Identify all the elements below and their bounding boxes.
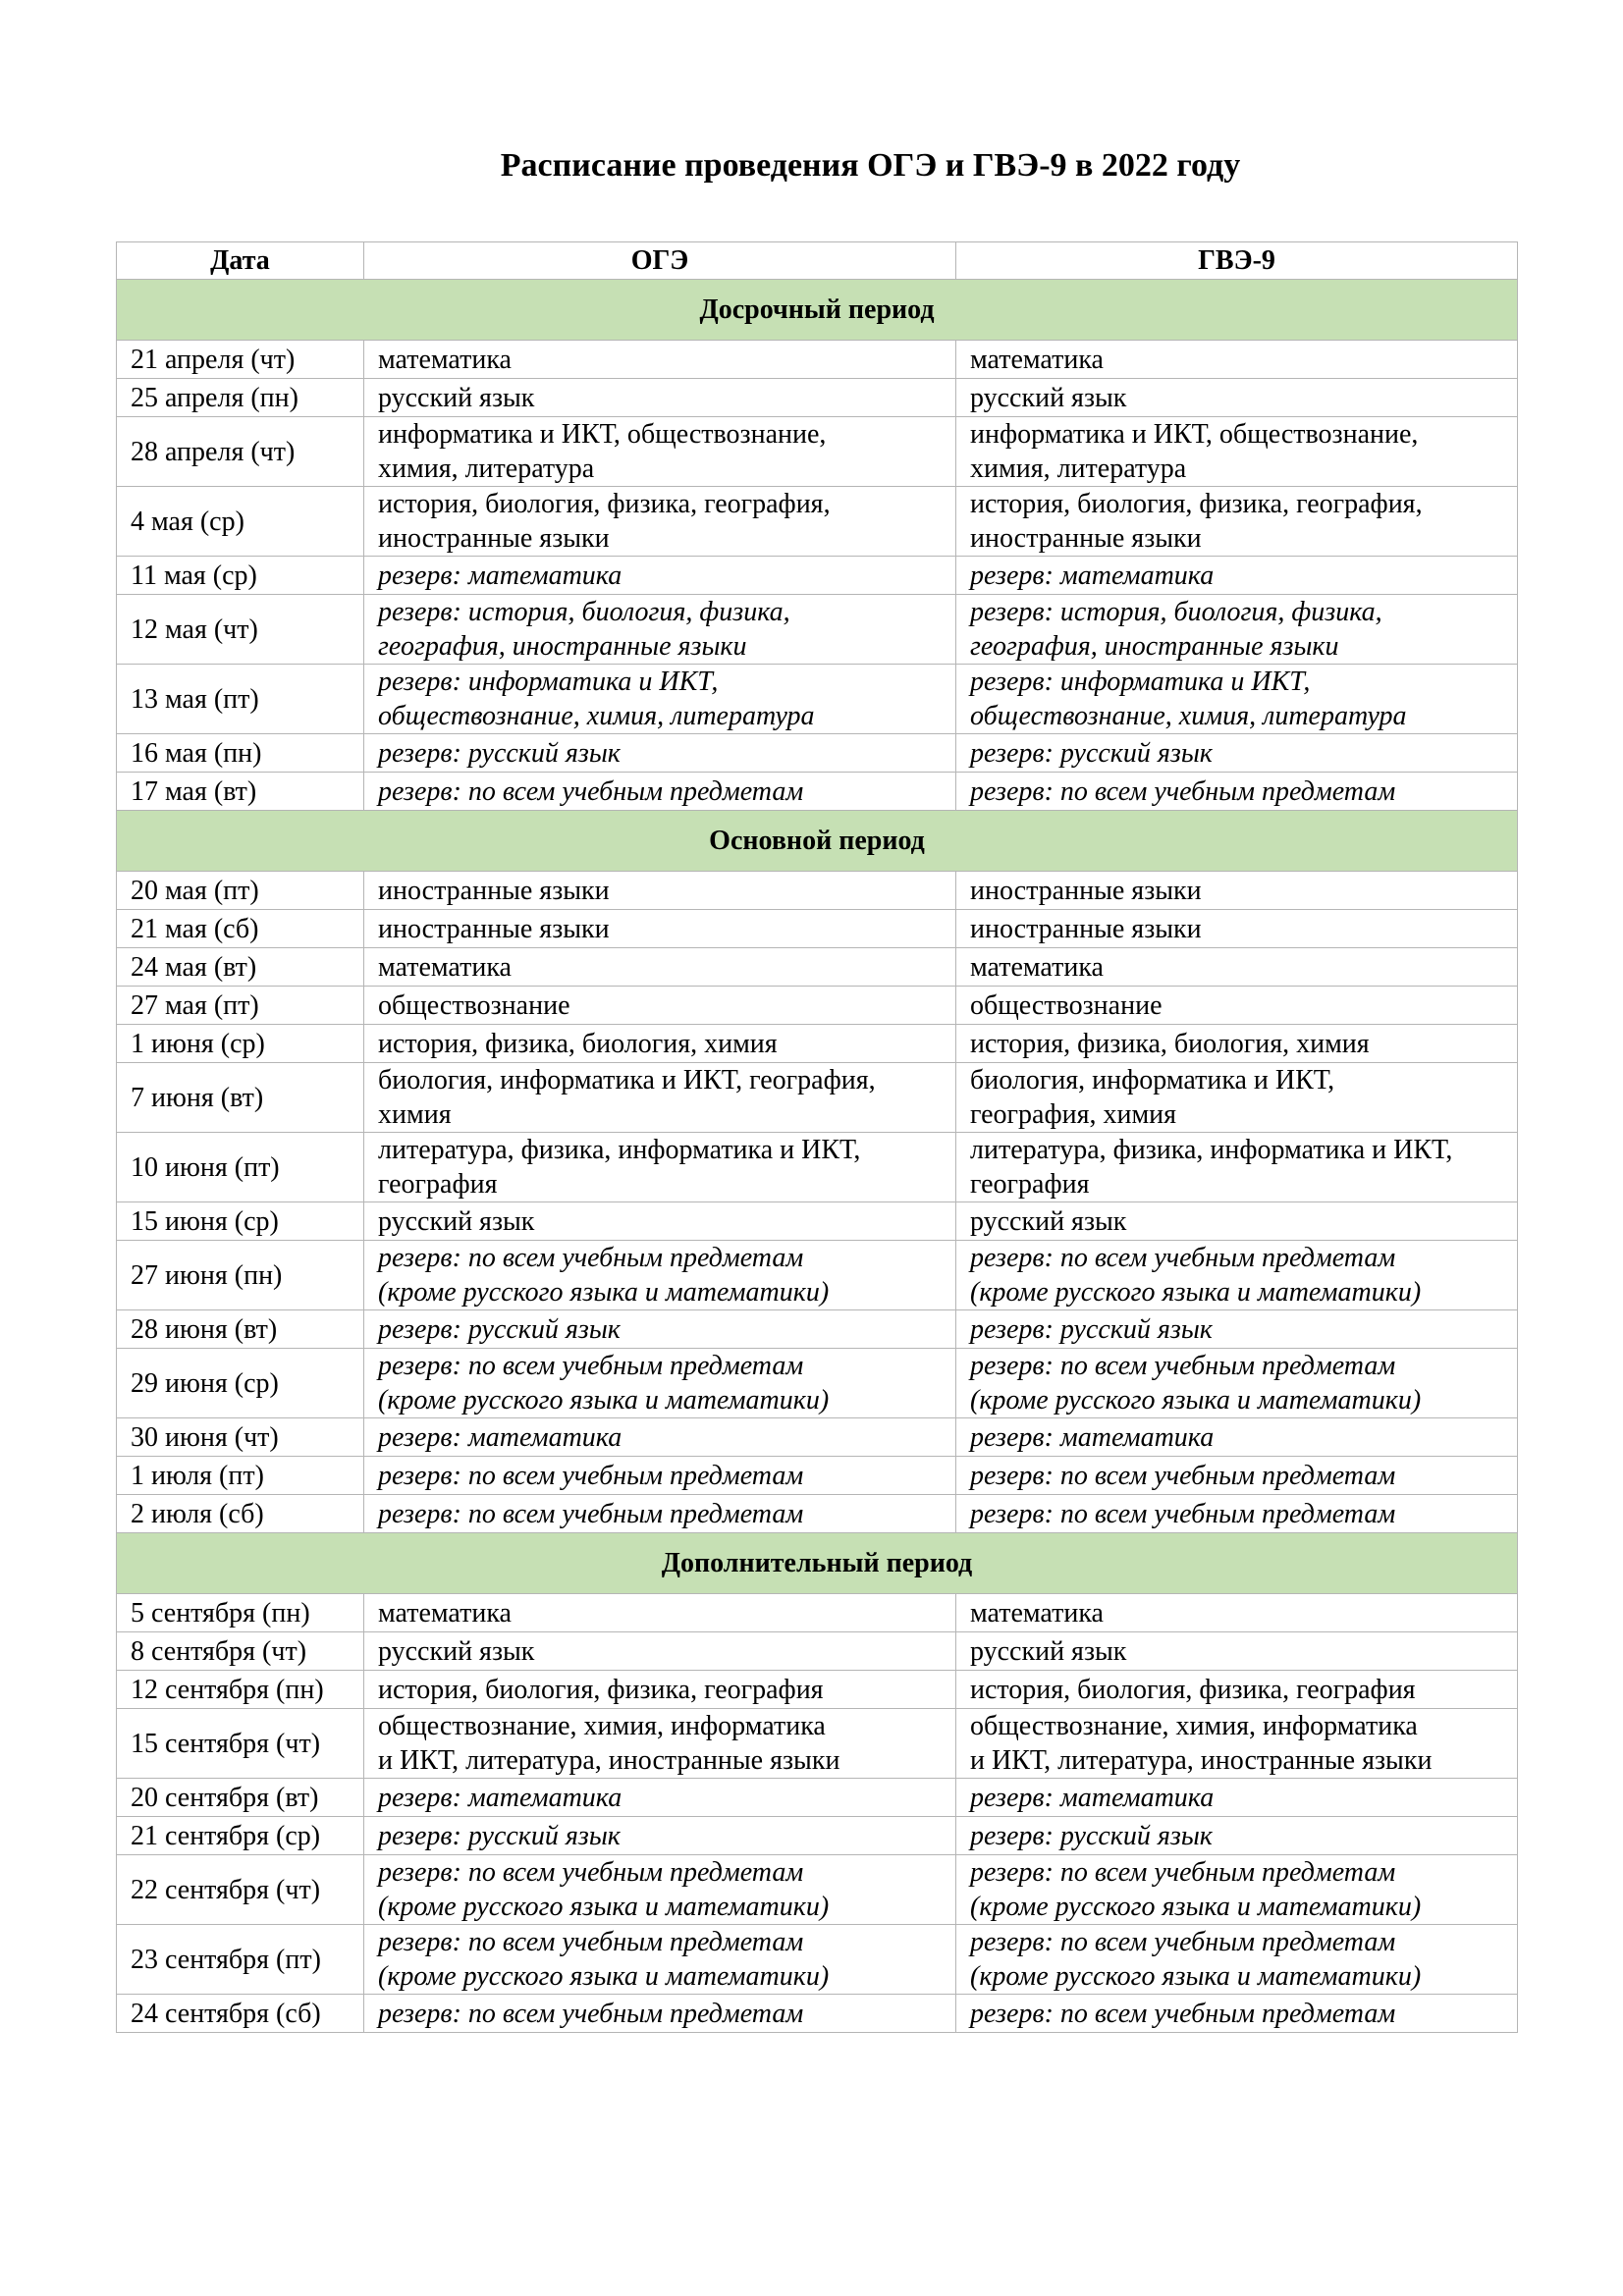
oge-subjects-line: резерв: по всем учебным предметам [378,1927,804,1957]
gve-subjects-line: иностранные языки [970,523,1202,554]
gve-subjects: резерв: по всем учебным предметам [956,1457,1518,1495]
gve-subjects [956,1241,1518,1310]
oge-subjects: резерв: русский язык [364,734,956,773]
gve-subjects: история, физика, биология, химия [956,1025,1518,1063]
gve-subjects: резерв: русский язык [956,1817,1518,1855]
table-row [117,341,1518,379]
oge-subjects: резерв: русский язык [364,1817,956,1855]
oge-subjects [364,1349,956,1418]
exam-date: 7 июня (вт) [117,1063,364,1133]
oge-subjects: резерв: по всем учебным предметам [364,773,956,811]
exam-date: 23 сентября (пт) [117,1925,364,1995]
oge-subjects-line: резерв: история, биология, физика, [378,597,790,627]
gve-subjects: резерв: по всем учебным предметам [956,773,1518,811]
oge-subjects: резерв: по всем учебным предметам [364,1495,956,1533]
oge-subjects [364,1925,956,1995]
gve-subjects-line: резерв: информатика и ИКТ, [970,667,1311,697]
exam-date: 11 мая (ср) [117,557,364,595]
gve-subjects-line: резерв: по всем учебным предметам [970,1351,1396,1381]
header-date: Дата [117,242,364,280]
table-row [117,1241,1518,1310]
oge-subjects: иностранные языки [364,872,956,910]
exam-date: 15 июня (ср) [117,1202,364,1241]
gve-subjects [956,1925,1518,1995]
exam-date: 8 сентября (чт) [117,1632,364,1671]
exam-date: 24 сентября (сб) [117,1995,364,2033]
oge-subjects: русский язык [364,379,956,417]
table-row [117,1671,1518,1709]
gve-subjects-line: химия, литература [970,454,1187,484]
exam-date: 17 мая (вт) [117,773,364,811]
oge-subjects [364,417,956,487]
table-row [117,665,1518,734]
gve-subjects [956,665,1518,734]
table-row [117,948,1518,987]
oge-subjects [364,665,956,734]
schedule-table [116,241,1518,2033]
exam-date: 22 сентября (чт) [117,1855,364,1925]
oge-subjects-line: информатика и ИКТ, обществознание, [378,419,827,450]
gve-subjects [956,595,1518,665]
gve-subjects-line: резерв: история, биология, физика, [970,597,1382,627]
oge-subjects [364,1855,956,1925]
table-row [117,1349,1518,1418]
oge-subjects: история, биология, физика, география [364,1671,956,1709]
gve-subjects: математика [956,341,1518,379]
table-row [117,1594,1518,1632]
exam-date: 16 мая (пн) [117,734,364,773]
exam-date: 10 июня (пт) [117,1133,364,1202]
gve-subjects-line: резерв: по всем учебным предметам [970,1927,1396,1957]
exam-date: 21 апреля (чт) [117,341,364,379]
exam-date: 1 июля (пт) [117,1457,364,1495]
gve-subjects: резерв: русский язык [956,1310,1518,1349]
oge-subjects [364,1241,956,1310]
gve-subjects: математика [956,1594,1518,1632]
oge-subjects-line: (кроме русского языка и математики) [378,1277,830,1308]
table-row [117,987,1518,1025]
oge-subjects-line: (кроме русского языка и математики) [378,1961,830,1992]
table-row [117,1817,1518,1855]
gve-subjects [956,417,1518,487]
table-row [117,487,1518,557]
oge-subjects: резерв: русский язык [364,1310,956,1349]
oge-subjects-line: обществознание, химия, литература [378,701,815,731]
table-row [117,595,1518,665]
gve-subjects [956,1133,1518,1202]
oge-subjects-line: резерв: по всем учебным предметам [378,1857,804,1888]
gve-subjects: резерв: математика [956,1779,1518,1817]
exam-date: 27 июня (пн) [117,1241,364,1310]
gve-subjects-line: география, иностранные языки [970,631,1339,662]
table-row [117,910,1518,948]
oge-subjects-line: резерв: информатика и ИКТ, [378,667,719,697]
period-header-row [117,811,1518,872]
oge-subjects-line: химия, литература [378,454,595,484]
oge-subjects [364,595,956,665]
oge-subjects: резерв: математика [364,1779,956,1817]
exam-date: 25 апреля (пн) [117,379,364,417]
header-oge: ОГЭ [364,242,956,280]
gve-subjects: резерв: математика [956,1418,1518,1457]
table-row [117,1202,1518,1241]
table-row [117,1855,1518,1925]
table-row [117,1063,1518,1133]
oge-subjects [364,487,956,557]
gve-subjects-line: информатика и ИКТ, обществознание, [970,419,1419,450]
gve-subjects [956,1709,1518,1779]
exam-date: 21 сентября (ср) [117,1817,364,1855]
exam-date: 24 мая (вт) [117,948,364,987]
table-row [117,1418,1518,1457]
oge-subjects: математика [364,341,956,379]
table-row [117,557,1518,595]
gve-subjects [956,1855,1518,1925]
table-row [117,1779,1518,1817]
exam-date: 12 мая (чт) [117,595,364,665]
oge-subjects-line: география, иностранные языки [378,631,747,662]
oge-subjects: история, физика, биология, химия [364,1025,956,1063]
exam-date: 27 мая (пт) [117,987,364,1025]
gve-subjects-line: литература, физика, информатика и ИКТ, [970,1135,1453,1165]
exam-date: 2 июля (сб) [117,1495,364,1533]
period-header-row [117,280,1518,341]
gve-subjects: русский язык [956,379,1518,417]
oge-subjects-line: литература, физика, информатика и ИКТ, [378,1135,861,1165]
oge-subjects: обществознание [364,987,956,1025]
oge-subjects-line: (кроме русского языка и математики) [378,1892,830,1922]
table-row [117,1133,1518,1202]
oge-subjects: резерв: по всем учебным предметам [364,1457,956,1495]
gve-subjects: резерв: по всем учебным предметам [956,1495,1518,1533]
gve-subjects-line: резерв: по всем учебным предметам [970,1857,1396,1888]
exam-date: 1 июня (ср) [117,1025,364,1063]
gve-subjects-line: (кроме русского языка и математики) [970,1961,1422,1992]
table-row [117,1925,1518,1995]
exam-date: 4 мая (ср) [117,487,364,557]
oge-subjects [364,1133,956,1202]
oge-subjects-line: обществознание, химия, информатика [378,1711,826,1741]
oge-subjects: русский язык [364,1202,956,1241]
exam-date: 5 сентября (пн) [117,1594,364,1632]
table-row [117,773,1518,811]
gve-subjects [956,1349,1518,1418]
oge-subjects: иностранные языки [364,910,956,948]
exam-date: 20 мая (пт) [117,872,364,910]
gve-subjects-line: география [970,1169,1090,1200]
oge-subjects [364,1709,956,1779]
oge-subjects-line: (кроме русского языка и математики) [378,1385,830,1415]
table-row [117,1310,1518,1349]
table-row [117,872,1518,910]
exam-date: 28 июня (вт) [117,1310,364,1349]
table-row [117,1709,1518,1779]
gve-subjects: математика [956,948,1518,987]
gve-subjects: резерв: русский язык [956,734,1518,773]
table-row [117,734,1518,773]
table-row [117,379,1518,417]
period-label: Дополнительный период [117,1533,1518,1594]
table-row [117,1632,1518,1671]
oge-subjects-line: биология, информатика и ИКТ, география, [378,1065,876,1095]
oge-subjects-line: и ИКТ, литература, иностранные языки [378,1745,840,1776]
table-row [117,1495,1518,1533]
table-row [117,1995,1518,2033]
oge-subjects-line: резерв: по всем учебным предметам [378,1243,804,1273]
gve-subjects-line: биология, информатика и ИКТ, [970,1065,1335,1095]
gve-subjects: русский язык [956,1632,1518,1671]
table-row [117,1025,1518,1063]
table-row [117,1457,1518,1495]
oge-subjects: математика [364,948,956,987]
gve-subjects-line: (кроме русского языка и математики) [970,1277,1422,1308]
gve-subjects: резерв: по всем учебным предметам [956,1995,1518,2033]
gve-subjects-line: (кроме русского языка и математики) [970,1385,1422,1415]
header-gve: ГВЭ-9 [956,242,1518,280]
gve-subjects-line: обществознание, химия, информатика [970,1711,1418,1741]
gve-subjects [956,1063,1518,1133]
gve-subjects: история, биология, физика, география [956,1671,1518,1709]
oge-subjects-line: история, биология, физика, география, [378,489,831,519]
table-row [117,417,1518,487]
period-label: Основной период [117,811,1518,872]
oge-subjects [364,1063,956,1133]
gve-subjects-line: обществознание, химия, литература [970,701,1407,731]
gve-subjects: обществознание [956,987,1518,1025]
oge-subjects-line: география [378,1169,498,1200]
exam-date: 12 сентября (пн) [117,1671,364,1709]
oge-subjects: резерв: по всем учебным предметам [364,1995,956,2033]
exam-date: 15 сентября (чт) [117,1709,364,1779]
oge-subjects-line: резерв: по всем учебным предметам [378,1351,804,1381]
gve-subjects: иностранные языки [956,910,1518,948]
page-title: Расписание проведения ОГЭ и ГВЭ-9 в 2022 году [500,147,1241,184]
gve-subjects-line: география, химия [970,1099,1177,1130]
exam-date: 28 апреля (чт) [117,417,364,487]
gve-subjects [956,487,1518,557]
oge-subjects: резерв: математика [364,557,956,595]
schedule-body [117,280,1518,2033]
table-header-row [117,242,1518,280]
exam-date: 30 июня (чт) [117,1418,364,1457]
gve-subjects: русский язык [956,1202,1518,1241]
exam-date: 13 мая (пт) [117,665,364,734]
oge-subjects: резерв: математика [364,1418,956,1457]
gve-subjects-line: и ИКТ, литература, иностранные языки [970,1745,1433,1776]
gve-subjects-line: (кроме русского языка и математики) [970,1892,1422,1922]
exam-date: 29 июня (ср) [117,1349,364,1418]
exam-date: 21 мая (сб) [117,910,364,948]
oge-subjects-line: иностранные языки [378,523,610,554]
gve-subjects-line: резерв: по всем учебным предметам [970,1243,1396,1273]
period-label: Досрочный период [117,280,1518,341]
exam-date: 20 сентября (вт) [117,1779,364,1817]
gve-subjects-line: история, биология, физика, география, [970,489,1423,519]
period-header-row [117,1533,1518,1594]
gve-subjects: иностранные языки [956,872,1518,910]
gve-subjects: резерв: математика [956,557,1518,595]
oge-subjects: русский язык [364,1632,956,1671]
oge-subjects-line: химия [378,1099,452,1130]
oge-subjects: математика [364,1594,956,1632]
